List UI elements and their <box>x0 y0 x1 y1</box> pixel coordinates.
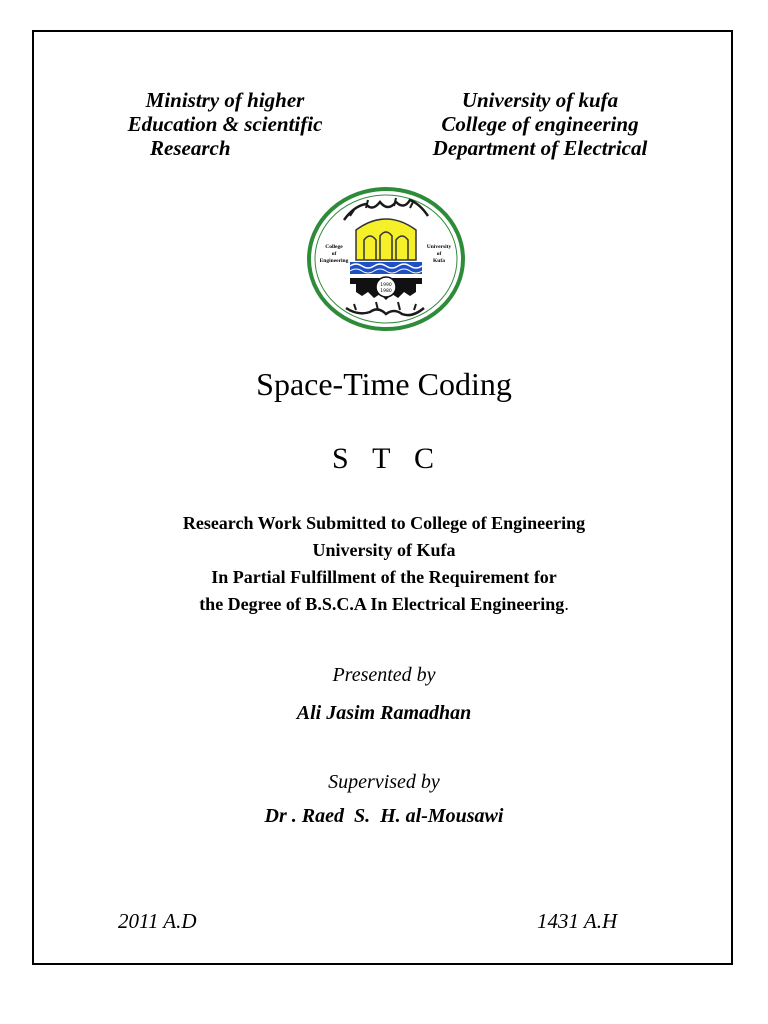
header-ministry <box>100 88 350 160</box>
year-ad: 2011 A.D <box>118 909 197 933</box>
submission-line-1: Research Work Submitted to College of Engineering <box>182 513 586 533</box>
abbrev-letter-s: S <box>331 442 351 475</box>
header-university-line-2: College of engineering <box>441 112 639 136</box>
submission-line-2: University of Kufa <box>312 540 456 560</box>
logo-year-bottom: 1980 <box>380 289 392 294</box>
abbrev-letter-c: C <box>414 442 437 475</box>
document-title: Space-Time Coding <box>256 366 512 402</box>
supervisor-name: Dr . Raed S. H. al-Mousawi <box>264 805 504 827</box>
college-logo-icon <box>306 186 466 332</box>
year-ah: 1431 A.H <box>537 909 618 933</box>
header-ministry-line-3: Research <box>150 136 231 160</box>
logo-left-text-1: College <box>325 244 343 250</box>
header-university <box>410 88 670 160</box>
abbrev-letter-t: T <box>372 442 393 475</box>
header-ministry-line-1: Ministry of higher <box>145 88 305 112</box>
header-ministry-line-2: Education & scientific <box>127 112 323 136</box>
header-university-line-3: Department of Electrical <box>432 136 648 160</box>
author-name: Ali Jasim Ramadhan <box>296 702 472 724</box>
submission-line-4-period: . <box>564 594 569 614</box>
logo-right-text-1: University <box>426 244 452 250</box>
submission-statement <box>0 510 768 618</box>
supervised-by-label: Supervised by <box>328 771 440 793</box>
submission-line-3: In Partial Fulfillment of the Requirement for <box>211 567 557 587</box>
logo-right-text-3: Kufa <box>433 258 445 264</box>
presented-by-label: Presented by <box>332 664 436 686</box>
logo-right-text-2: of <box>436 251 442 257</box>
header-university-line-1: University of kufa <box>461 88 619 112</box>
submission-line-4-wrap <box>0 591 768 618</box>
submission-line-4: the Degree of B.S.C.A In Electrical Engineering <box>199 594 565 614</box>
logo-left-text-2: of <box>331 251 337 257</box>
title-abbreviation <box>0 442 768 476</box>
logo-year-top: 1990 <box>380 283 392 288</box>
logo-left-text-3: Engineering <box>319 258 349 264</box>
